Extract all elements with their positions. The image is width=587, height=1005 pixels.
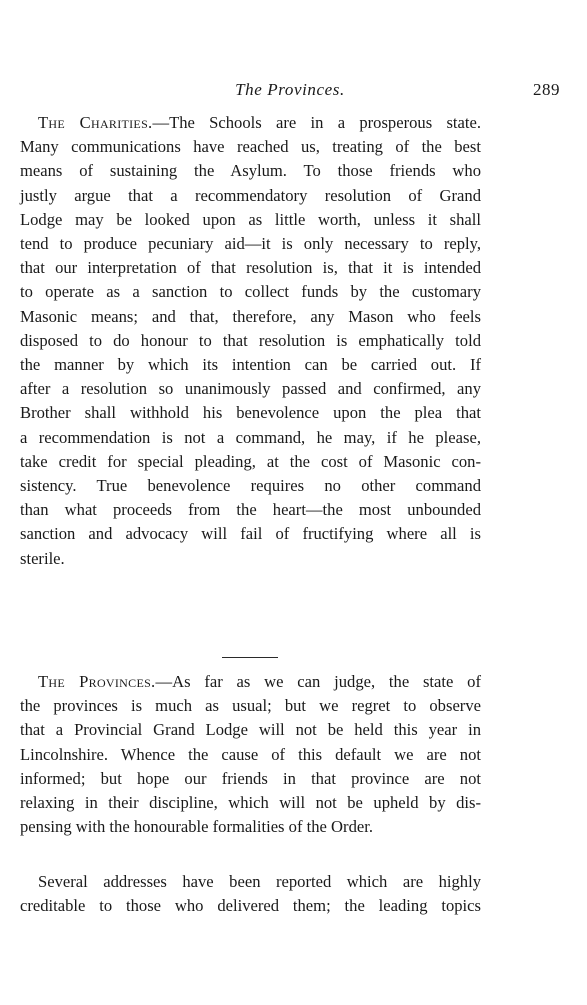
paragraph-line: Lodge may be looked upon as little worth, unless it shall <box>20 209 481 229</box>
paragraph-line: than what proceeds from the heart—the most unbounded <box>20 500 481 520</box>
paragraph-line: justly argue that a recommendatory resolution of Grand <box>20 185 481 205</box>
paragraph-line: disposed to do honour to that resolution is emphatically told <box>20 330 481 350</box>
paragraph-line <box>20 111 481 135</box>
paragraph-line: Brother shall withhold his benevolence upon the plea that <box>20 403 481 423</box>
paragraph-line: take credit for special pleading, at the cost of Masonic con- <box>20 451 481 471</box>
paragraph-line: that our interpretation of that resolution is, that it is intended <box>20 258 481 278</box>
page-header <box>20 80 560 104</box>
paragraph-line: the manner by which its intention can be carried out. If <box>20 355 481 375</box>
paragraph-line: to operate as a sanction to collect funds by the customary <box>20 282 481 302</box>
paragraph-line: a recommendation is not a command, he may, if he please, <box>20 427 481 447</box>
line-text: —As far as we can judge, the state of <box>155 672 481 691</box>
paragraph-line: Masonic means; and that, therefore, any Mason who feels <box>20 306 481 326</box>
provinces-paragraph <box>20 670 481 839</box>
section-heading-charities: The Charities. <box>38 113 153 132</box>
page-number: 289 <box>533 80 560 99</box>
paragraph-line: after a resolution so unanimously passed and confirmed, any <box>20 379 481 399</box>
section-divider <box>222 657 278 658</box>
paragraph-line: Several addresses have been reported which are highly <box>38 872 481 891</box>
paragraph-line: relaxing in their discipline, which will not be upheld by dis- <box>20 793 481 813</box>
running-title: The Provinces. <box>235 80 345 99</box>
paragraph-line: informed; but hope our friends in that province are not <box>20 768 481 788</box>
addresses-paragraph <box>20 870 481 918</box>
section-heading-provinces: The Provinces. <box>38 672 156 691</box>
paragraph-line <box>20 670 481 694</box>
paragraph-line: sistency. True benevolence requires no other command <box>20 476 481 496</box>
paragraph-line: Many communications have reached us, treating of the best <box>20 137 481 157</box>
line-text: —The Schools are in a prosperous state. <box>152 113 481 132</box>
paragraph-line: the provinces is much as usual; but we regret to observe <box>20 696 481 716</box>
paragraph-line: sterile. <box>20 548 65 568</box>
paragraph-line: Lincolnshire. Whence the cause of this default we are not <box>20 744 481 764</box>
paragraph-line: tend to produce pecuniary aid—it is only necessary to reply, <box>20 234 481 254</box>
paragraph-line: pensing with the honourable formalities of the Order. <box>20 817 373 837</box>
paragraph-line: creditable to those who delivered them; the leading topics <box>20 896 481 916</box>
paragraph-line: sanction and advocacy will fail of fructifying where all is <box>20 524 481 544</box>
paragraph-line: that a Provincial Grand Lodge will not be held this year in <box>20 720 481 740</box>
charities-paragraph <box>20 111 481 571</box>
paragraph-line: means of sustaining the Asylum. To those friends who <box>20 161 481 181</box>
